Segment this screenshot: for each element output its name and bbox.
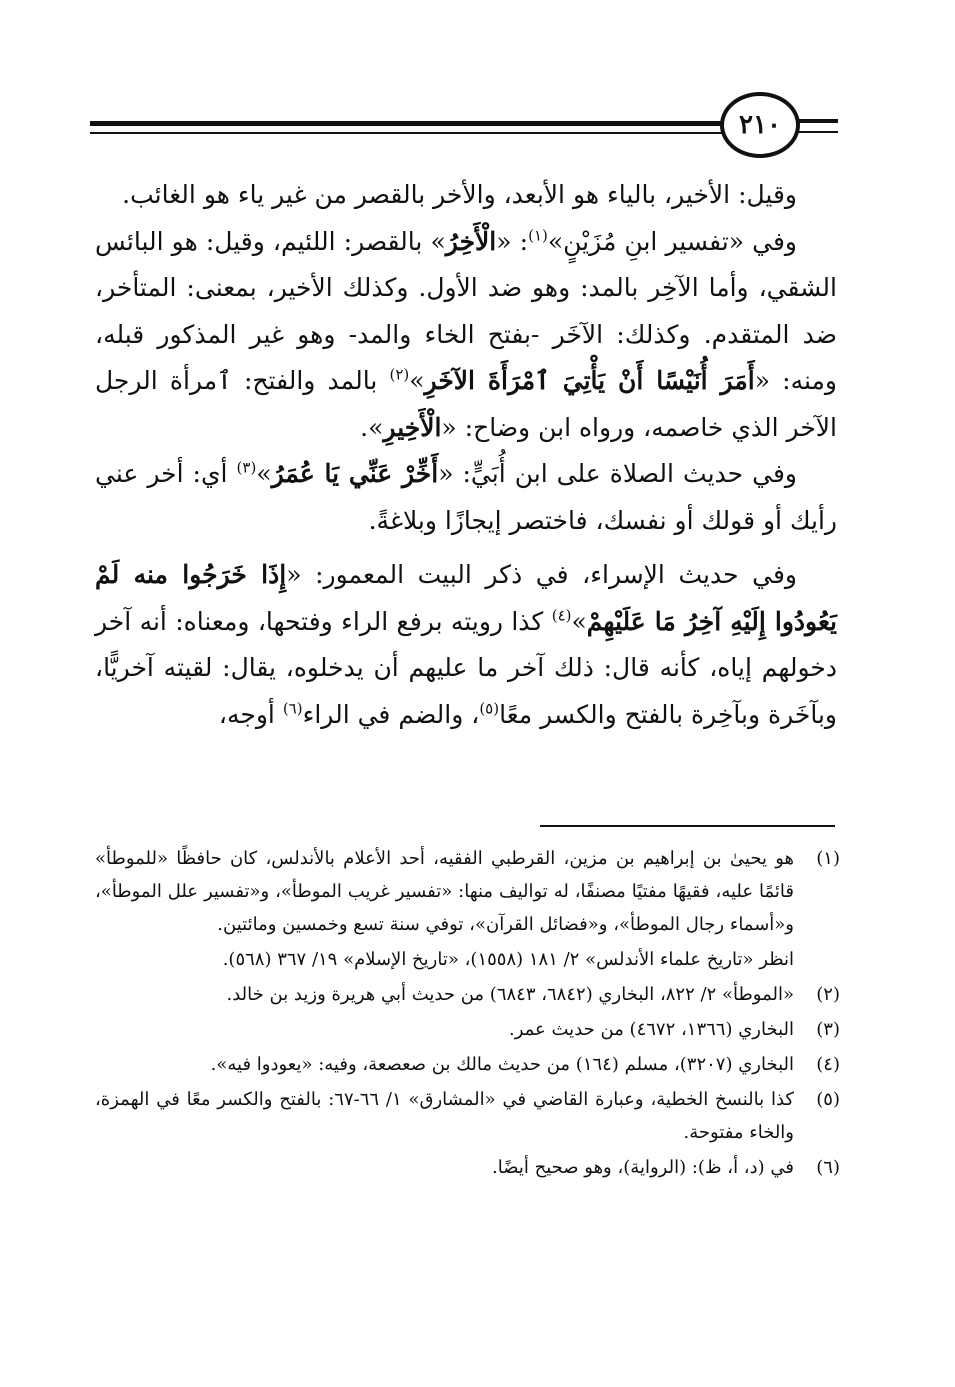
footnote-text: البخاري (١٣٦٦، ٤٦٧٢) من حديث عمر. — [508, 1019, 794, 1040]
paragraph — [95, 451, 837, 544]
hadith-quote: أَخِّرْ عَنِّي يَا عُمَرُ — [271, 459, 439, 488]
paragraph — [95, 172, 837, 219]
footnote-number: (٣) — [816, 1019, 840, 1040]
footnote-text: البخاري (٣٢٠٧)، مسلم (١٦٤) من حديث مالك بن صعصعة، وفيه: «يعودوا فيه». — [210, 1054, 794, 1075]
hadith-quote: الْأَخِيرِ — [383, 412, 442, 442]
hadith-quote: أَمَرَ أُنَيْسًا أَنْ يَأْتِيَ ٱمْرَأَةَ الآخَرِ — [424, 366, 755, 395]
footnote-text: «الموطأ» ٢/ ٨٢٢، البخاري (٦٨٤٢، ٦٨٤٣) من حديث أبي هريرة وزيد بن خالد. — [226, 984, 794, 1005]
text-segment: ». — [360, 412, 384, 442]
hadith-quote: الْأَخِرُ — [445, 226, 497, 256]
text-segment: بالمد والفتح: ٱمرأة الرجل الآخر الذي خاصمه، ورواه ابن وضاح: « — [95, 366, 837, 442]
footnote — [95, 1048, 840, 1081]
text-segment: وفي حديث الصلاة على ابن أُبَيٍّ: « — [438, 459, 797, 488]
footnote-text: في (د، أ، ظ): (الرواية)، وهو صحيح أيضًا. — [492, 1157, 794, 1178]
page-header — [0, 0, 955, 160]
hadith-quote: إِذَا خَرَجُوا منه لَمْ يَعُودُوا إِلَيْهِ آخِرُ مَا عَلَيْهِمْ — [95, 560, 837, 636]
text-segment: كذا رويته برفع الراء وفتحها، ومعناه: أنه آخر دخولهم إياه، كأنه قال: ذلك آخر ما عليهم أن يدخلوه، يقال: لقيته آخريًّا، وبآخَرة وبآخِرة بالفتح والكسر معًا — [95, 606, 837, 729]
text-segment: ، والضم في الراء — [302, 699, 480, 729]
text-segment: وفي «تفسير ابنِ مُزَيْنٍ» — [547, 226, 797, 256]
footnote-ref: (٦) — [282, 699, 303, 718]
text-segment: » — [256, 459, 272, 488]
footnote — [95, 1151, 840, 1184]
footnote-text: كذا بالنسخ الخطية، وعبارة القاضي في «المشارق» ١/ ٦٦-٦٧: بالفتح والكسر معًا في الهمزة، والخاء مفتوحة. — [95, 1089, 794, 1143]
page-number: ٢١٠ — [739, 110, 781, 140]
footnote — [95, 1013, 840, 1046]
footnote-number: (٥) — [816, 1089, 840, 1110]
footnote-number: (١) — [816, 848, 840, 869]
text-segment: أي: أخر عني رأيك أو قولك أو نفسك، فاختصر إيجازًا وبلاغةً. — [95, 459, 837, 535]
footnote-separator — [540, 825, 835, 827]
footnote-number: (٤) — [816, 1054, 840, 1075]
main-text — [95, 172, 837, 738]
footnote — [95, 1083, 840, 1149]
paragraph — [95, 219, 837, 452]
footnote-number: (٦) — [816, 1157, 840, 1178]
footnote-text: هو يحيىٰ بن إبراهيم بن مزين، القرطبي الفقيه، أحد الأعلام بالأندلس، كان حافظًا «للموطأ» قائمًا عليه، فقيهًا مفتيًا مصنفًا، له تواليف منها: «تفسير غريب الموطأ»، و«تفسير علل الموطأ»، و«أسماء رجال الموطأ»، و«فضائل القرآن»، توفي سنة تسع وخمسين ومائتين. — [95, 848, 794, 935]
text-segment: وفي حديث الإسراء، في ذكر البيت المعمور: « — [286, 560, 797, 589]
footnote — [95, 978, 840, 1011]
text-segment: » — [571, 606, 587, 636]
footnote-ref: (٤) — [551, 606, 572, 625]
paragraph — [95, 552, 837, 738]
footnote-ref: (١) — [528, 226, 548, 245]
footnote-ref: (٥) — [479, 699, 500, 718]
text-segment: وقيل: الأخير، بالياء هو الأبعد، والأخر بالقصر من غير ياء هو الغائب. — [122, 180, 797, 209]
footnote-ref: (٣) — [236, 458, 257, 477]
text-segment: : « — [496, 226, 529, 256]
text-segment: أوجه، — [218, 699, 283, 729]
page-number-badge — [720, 92, 800, 158]
footnote-number: (٢) — [816, 984, 840, 1005]
footnote-continuation: انظر «تاريخ علماء الأندلس» ٢/ ١٨١ (١٥٥٨)، «تاريخ الإسلام» ١٩/ ٣٦٧ (٥٦٨). — [222, 949, 794, 970]
header-rule-thin — [90, 132, 730, 134]
text-segment: » — [409, 366, 425, 395]
footnotes — [95, 842, 840, 1186]
header-rule-thick — [90, 121, 730, 126]
text-segment: » بالقصر: اللئيم، وقيل: هو البائس الشقي، وأما الآخِر بالمد: وهو ضد الأول. وكذلك الأخير، بمعنى: المتأخر، ضد المتقدم. وكذلك: الآخَر -بفتح الخاء والمد- وهو غير المذكور قبله، ومنه: « — [95, 226, 837, 395]
footnote-ref: (٢) — [389, 365, 410, 384]
footnote — [95, 842, 840, 941]
